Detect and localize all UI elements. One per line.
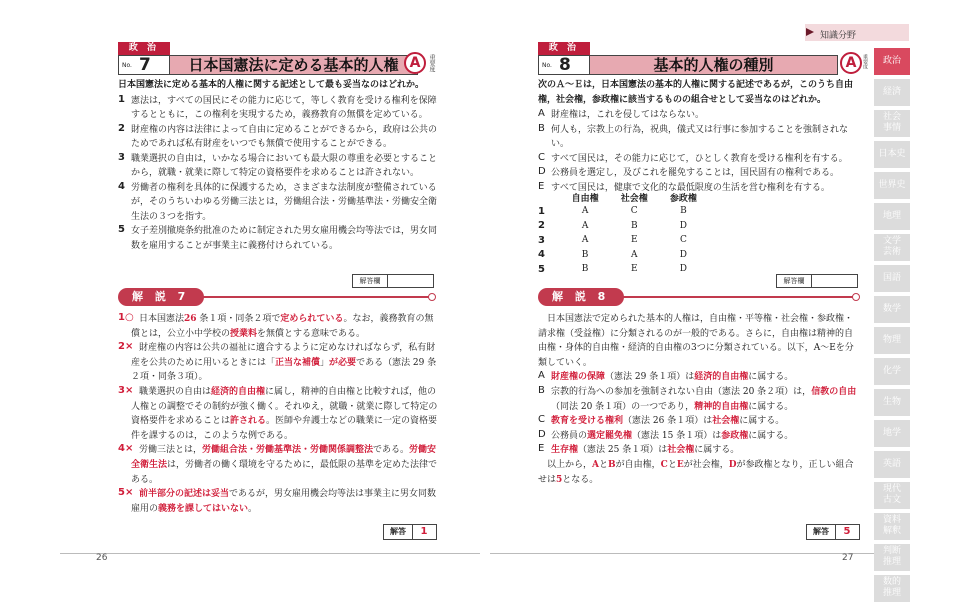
left-page <box>0 0 485 600</box>
tab-subject-17[interactable]: 数的 推理 <box>874 575 910 602</box>
page-number: 27 <box>842 553 854 563</box>
tab-subject-12[interactable]: 地学 <box>874 420 910 447</box>
importance-label: 重要度 <box>428 54 435 72</box>
table-row: 1 A C B <box>538 205 687 217</box>
table-row: 4 B A D <box>538 249 688 261</box>
statement-d: D 公務員を選定し，及びこれを罷免することは，国民固有の権利である。 <box>538 166 840 178</box>
explanation-b: B 宗教的行為への参加を強制されない自由（憲法 20 条２項）は，信教の自由（同法 20 条１項）の一つであり，精神的自由権に属する。 <box>538 384 857 412</box>
kaisetsu-label: 解 説 7 <box>118 288 204 306</box>
category-label: 政 治 <box>538 42 590 55</box>
tab-subject-6[interactable]: 文学 芸術 <box>874 234 910 261</box>
rank-badge: A <box>840 52 862 74</box>
question-header-8 <box>538 42 868 76</box>
question-body <box>118 78 440 253</box>
statement-a: A 財産権は，これを侵してはならない。 <box>538 108 705 120</box>
tab-subject-14[interactable]: 現代 古文 <box>874 482 910 509</box>
option-5: 5 女子差別撤廃条約批准のために制定された男女雇用機会均等法では，男女同数を雇用することが事業主に義務付けられている。 <box>118 224 438 251</box>
importance-label: 重要度 <box>862 54 868 69</box>
tab-subject-1[interactable]: 経済 <box>874 79 910 106</box>
question-number: 7 <box>139 55 151 75</box>
question-title: 基本的人権の種別 <box>590 55 838 75</box>
tab-subject-8[interactable]: 数学 <box>874 296 910 323</box>
explanation-4: 4× 労働三法とは，労働組合法・労働基準法・労働関係調整法である。労働安全衛生法は，労働者の働く環境を守るために，最低限の基準を定めた法律である。 <box>118 443 438 485</box>
option-4: 4 労働者の権利を具体的に保護するため，さまざまな法制度が整備されているが，そのうちいわゆる労働三法とは，労働組合法・労働基準法・労働安全衛生法の３つを指す。 <box>118 180 438 222</box>
tab-subject-0[interactable]: 政治 <box>874 48 910 75</box>
question-lead: 次のＡ～Ｅは，日本国憲法の基本的人権に関する記述であるが，このうち自由権，社会権，参政権に該当するものの組合せとして妥当なのはどれか。 <box>538 80 854 105</box>
tab-subject-16[interactable]: 判断 推理 <box>874 544 910 571</box>
table-row: 3 A E C <box>538 234 687 246</box>
explanation-2: 2× 財産権の内容は公共の福祉に適合するように定めなければならず，私有財産を公共のために用いるときには「正当な補償」が必要である（憲法 29 条２項・同条３項）。 <box>118 341 437 383</box>
explanation-d: D 公務員の選定罷免権（憲法 15 条１項）は参政権に属する。 <box>538 428 794 441</box>
field-marker-icon <box>806 28 814 36</box>
question-lead: 日本国憲法に定める基本的人権に関する記述として最も妥当なのはどれか。 <box>118 80 425 90</box>
question-number: 8 <box>559 55 571 75</box>
tab-subject-10[interactable]: 化学 <box>874 358 910 385</box>
tab-subject-13[interactable]: 英語 <box>874 451 910 478</box>
question-number-box: No. 7 <box>118 55 170 75</box>
table-row: 2 A B D <box>538 220 688 232</box>
kaisetsu-bar <box>118 288 436 306</box>
option-2: 2 財産権の内容は法律によって自由に定めることができるから，政府は公共のためであれば私有財産をいつでも無償で使用することができる。 <box>118 122 438 149</box>
tab-subject-11[interactable]: 生物 <box>874 389 910 416</box>
answer-value: 1 <box>420 526 428 537</box>
tab-subject-7[interactable]: 国語 <box>874 265 910 292</box>
options-table: 自由権 社会権 参政権 1 A C B 2 A B D 3 A E C 4 B A D 5 B E D <box>538 190 708 277</box>
answer-result: 解答 1 <box>383 524 437 540</box>
page-number: 26 <box>96 553 108 563</box>
explanation-body <box>538 312 860 487</box>
explanation-body <box>118 312 440 516</box>
rank-badge: A <box>404 52 426 74</box>
question-body <box>538 78 860 195</box>
option-3: 3 職業選択の自由は，いかなる場合においても最大限の尊重を必要とすることから，就職・就業に際して特定の資格要件を求めることは許されない。 <box>118 151 438 178</box>
tab-subject-4[interactable]: 世界史 <box>874 172 910 199</box>
answer-result: 解答 5 <box>806 524 860 540</box>
answer-value: 5 <box>843 526 851 537</box>
tab-subject-9[interactable]: 物理 <box>874 327 910 354</box>
answer-field[interactable]: 解答欄 <box>776 274 858 288</box>
category-label: 政 治 <box>118 42 170 55</box>
explanation-a: A 財産権の保障（憲法 29 条１項）は経済的自由権に属する。 <box>538 370 794 383</box>
statement-c: C すべて国民は，その能力に応じて，ひとしく教育を受ける権利を有する。 <box>538 151 848 164</box>
question-number-box: No. 8 <box>538 55 590 75</box>
field-label: 知識分野 <box>820 31 857 41</box>
answer-field[interactable]: 解答欄 <box>352 274 434 288</box>
question-title: 日本国憲法に定める基本的人権 <box>170 55 418 75</box>
tab-subject-5[interactable]: 地理 <box>874 203 910 230</box>
subject-tabs <box>874 48 910 606</box>
explanation-3: 3× 職業選択の自由は経済的自由権に属し，精神的自由権と比較すれば，他の人権との調整でその制約が強く働く。それゆえ，就職・就業に際して特定の資格要件を求めることは許される。医師や弁護士などの職業に一定の資格要件を課するのは，このような例である。 <box>118 384 438 441</box>
table-row: 5 B E D <box>538 263 688 275</box>
explanation-5: 5× 前半部分の記述は妥当であるが，男女雇用機会均等法は事業主に男女同数雇用の義務を課してはいない。 <box>118 487 437 514</box>
explanation-conclusion: 以上から，AとBが自由権，CとEが社会権，Dが参政権となり，正しい組合せは5となる。 <box>538 459 854 485</box>
tab-subject-3[interactable]: 日本史 <box>874 141 910 168</box>
tab-subject-15[interactable]: 資料 解釈 <box>874 513 910 540</box>
question-header-7 <box>118 42 438 76</box>
explanation-1: 1○ 日本国憲法26 条１項・同条２項で定められている。なお，義務教育の無償とは，公立小中学校の授業料を無償とする意味である。 <box>118 312 434 339</box>
explanation-e: E 生存権（憲法 25 条１項）は社会権に属する。 <box>538 443 740 456</box>
option-1: 1 憲法は，すべての国民にその能力に応じて，等しく教育を受ける権利を保障するとともに，この権利を実現するため，義務教育の無償を定めている。 <box>118 93 437 120</box>
statement-b: B 何人も，宗教上の行為，祝典，儀式又は行事に参加することを強制されない。 <box>538 122 849 149</box>
kaisetsu-bar <box>538 288 860 306</box>
tab-subject-2[interactable]: 社会 事情 <box>874 110 910 137</box>
explanation-intro: 日本国憲法で定められた基本的人権は，自由権・平等権・社会権・参政権・請求権（受益権）に分類されるのが一般的である。さらに，自由権は精神的自由権・身体的自由権・経済的自由権の3つに分類されている。以下，A～Eを分類していく。 <box>538 314 854 368</box>
kaisetsu-label: 解 説 8 <box>538 288 624 306</box>
statement-e: E すべて国民は，健康で文化的な最低限度の生活を営む権利を有する。 <box>538 180 830 193</box>
explanation-c: C 教育を受ける権利（憲法 26 条１項）は社会権に属する。 <box>538 414 785 427</box>
